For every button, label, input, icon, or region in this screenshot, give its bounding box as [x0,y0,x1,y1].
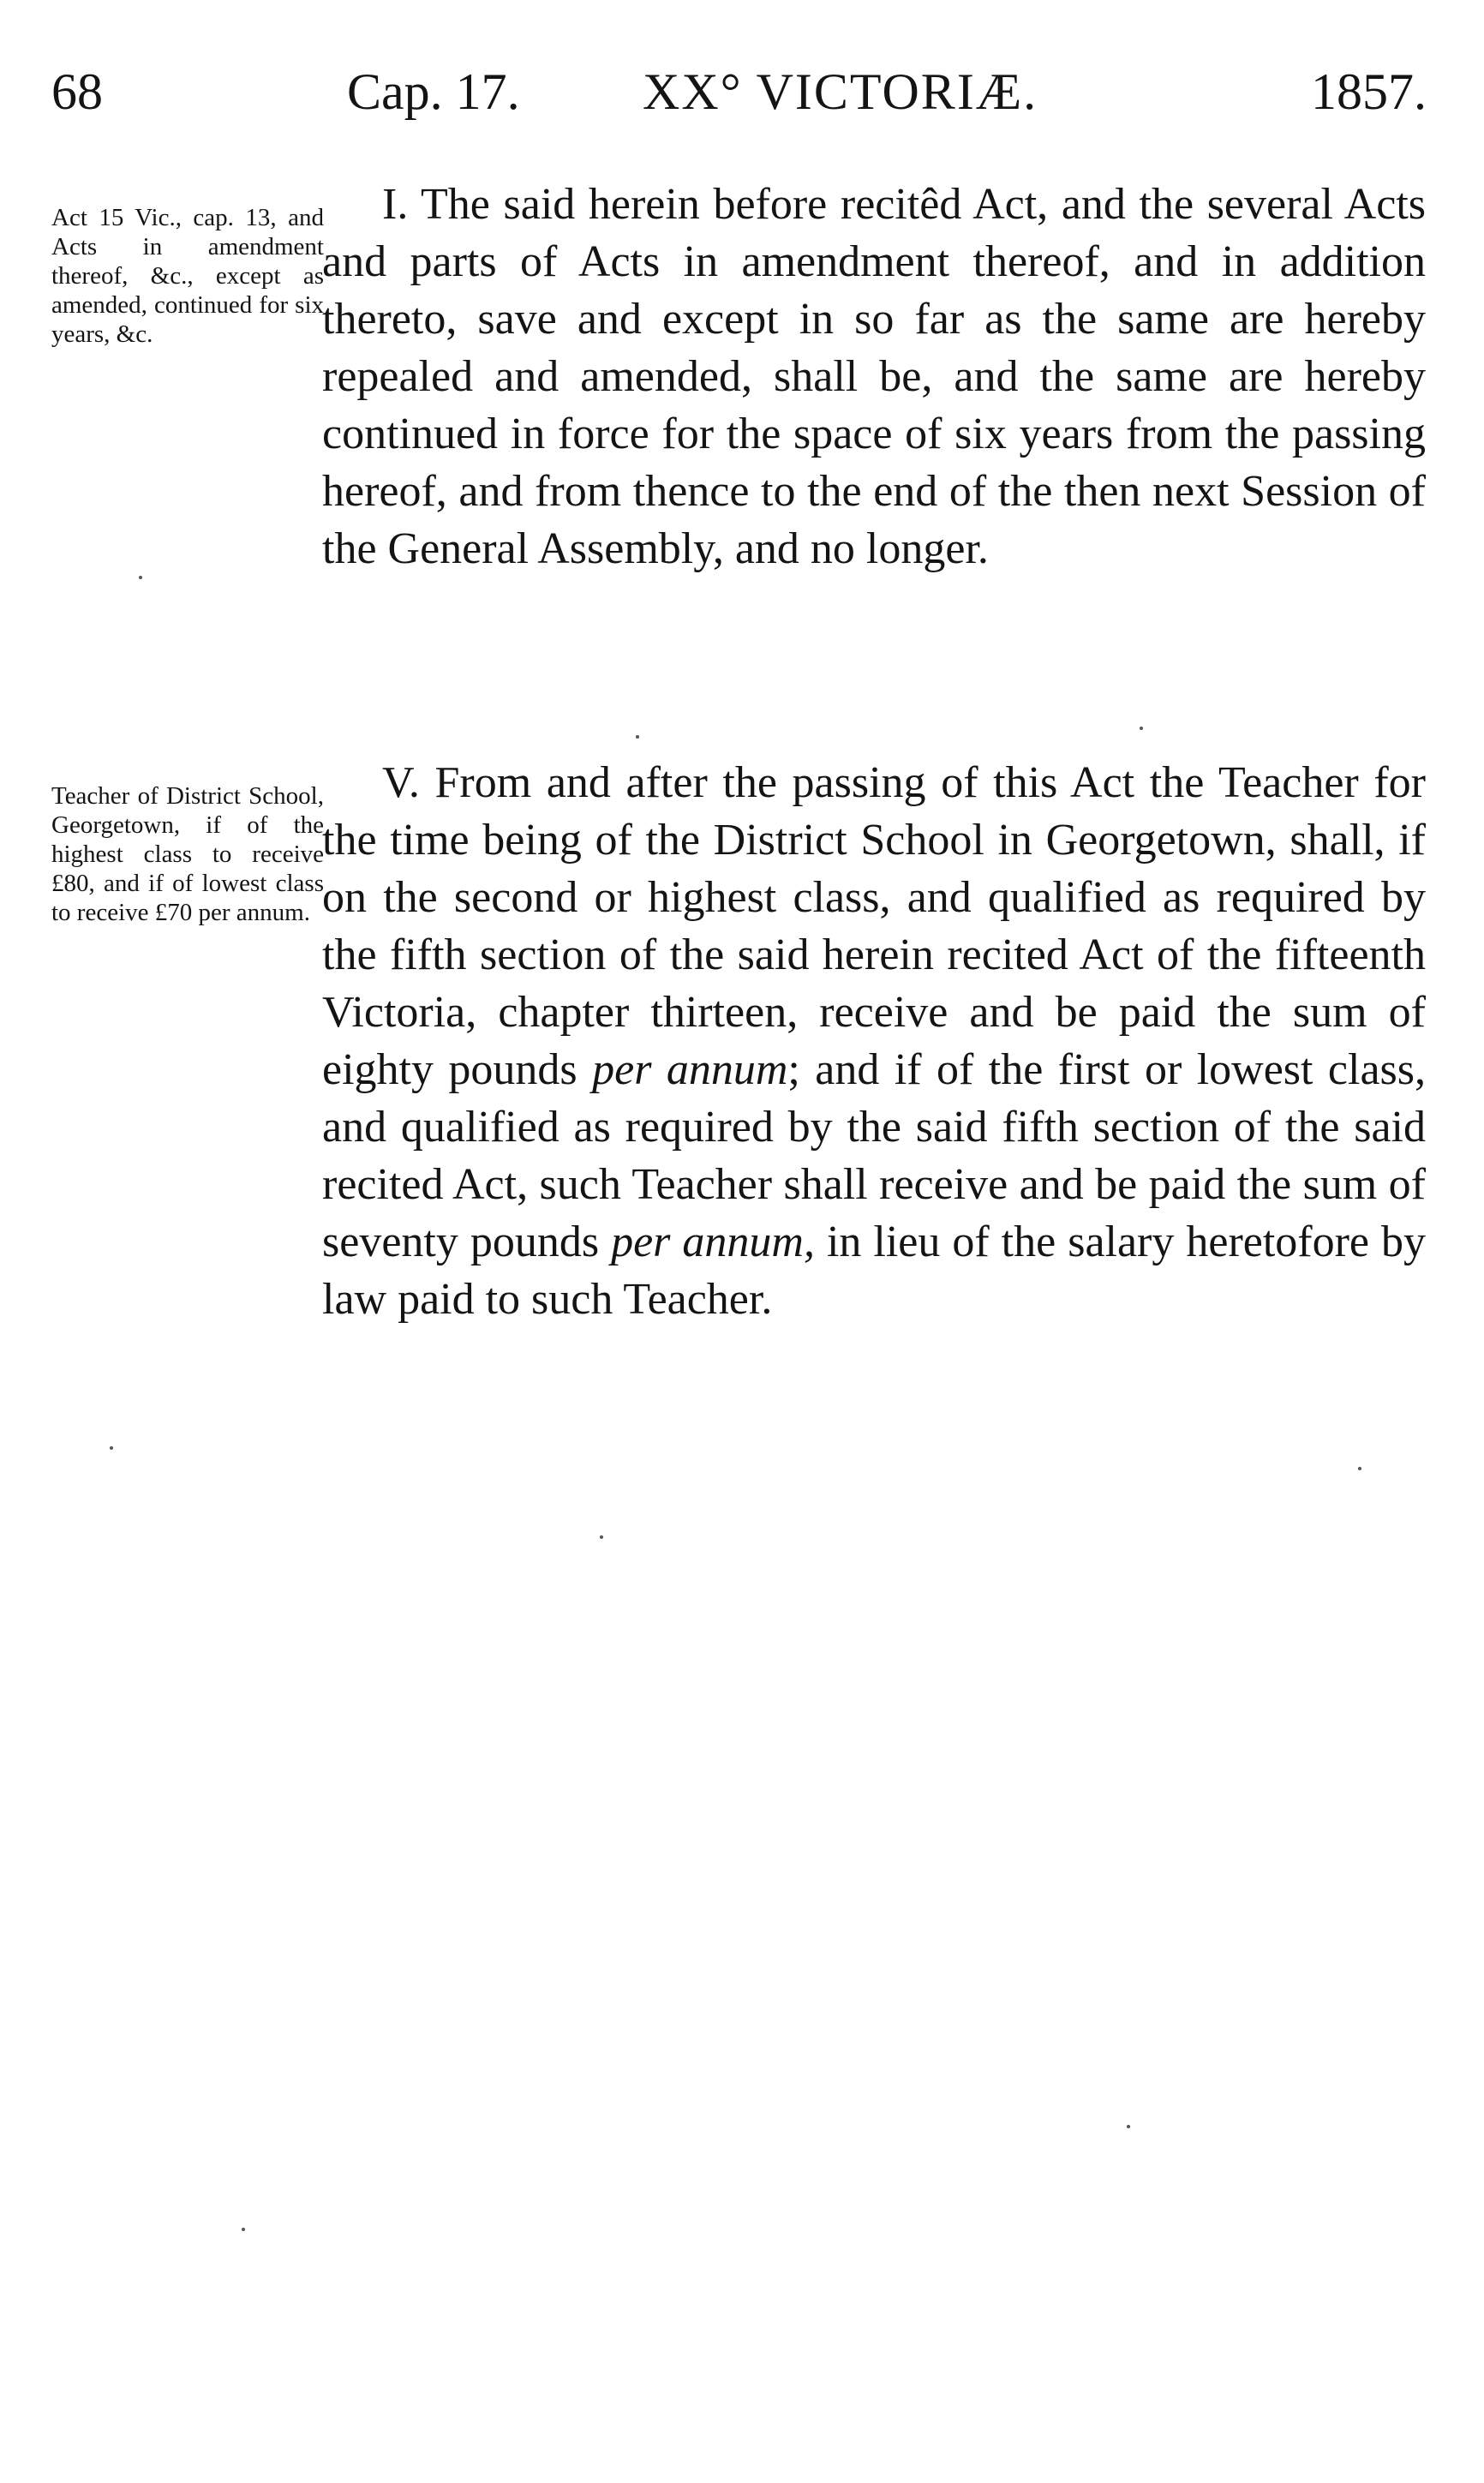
section-body [322,754,1426,1328]
print-speck [1358,1467,1361,1470]
chapter-label: Cap. 17. [347,63,520,120]
section-text: ; and if of the first or lowest class, and qualified as required by the said fifth section of the said recited Act, such Teacher shall receive and be paid the sum of seventy pounds [322,1045,1427,1266]
year-label: 1857. [1311,63,1427,120]
section-body [322,176,1426,577]
section-text: The said herein before recitêd Act, and the several Acts and parts of Acts in amendment thereof, and in addition thereto, save and except in so far as the same are hereby repealed and amended, shall be, and the same are hereby continued in force for the space of six years from the passing hereof, and from thence to the end of the then next Session of the General Assembly, and no longer. [322,180,1427,573]
print-speck [636,735,639,739]
print-speck [139,576,142,579]
margin-note: Act 15 Vic., cap. 13, and Acts in amendment thereof, &c., except as amended, continued for six years, &c. [51,204,324,348]
section-text: From and after the passing of this Act the Teacher for the time being of the District School in Georgetown, shall, if on the second or highest class, and qualified as required by the fifth section of the said herein recited Act of the fifteenth Victoria, chapter thirteen, receive and be paid the sum of eighty pounds [322,758,1427,1094]
page-number: 68 [51,63,103,120]
italic-phrase: per annum [592,1045,788,1094]
section-numeral: V. [382,758,420,807]
running-header [51,53,1427,130]
italic-phrase: per annum, [611,1218,815,1266]
reign-label: XX° VICTORIÆ. [643,63,1038,120]
section-numeral: I. [382,180,409,229]
print-speck [600,1535,603,1539]
print-speck [110,1446,113,1450]
section-text: in lieu of the salary heretofore by law paid to such Teacher. [322,1218,1426,1324]
margin-note: Teacher of District School, Georgetown, if of the highest class to receive £80, and if of lowest class to receive £70 per annum. [51,782,324,926]
print-speck [1127,2125,1130,2128]
print-speck [1140,727,1143,730]
print-speck [242,2228,245,2231]
